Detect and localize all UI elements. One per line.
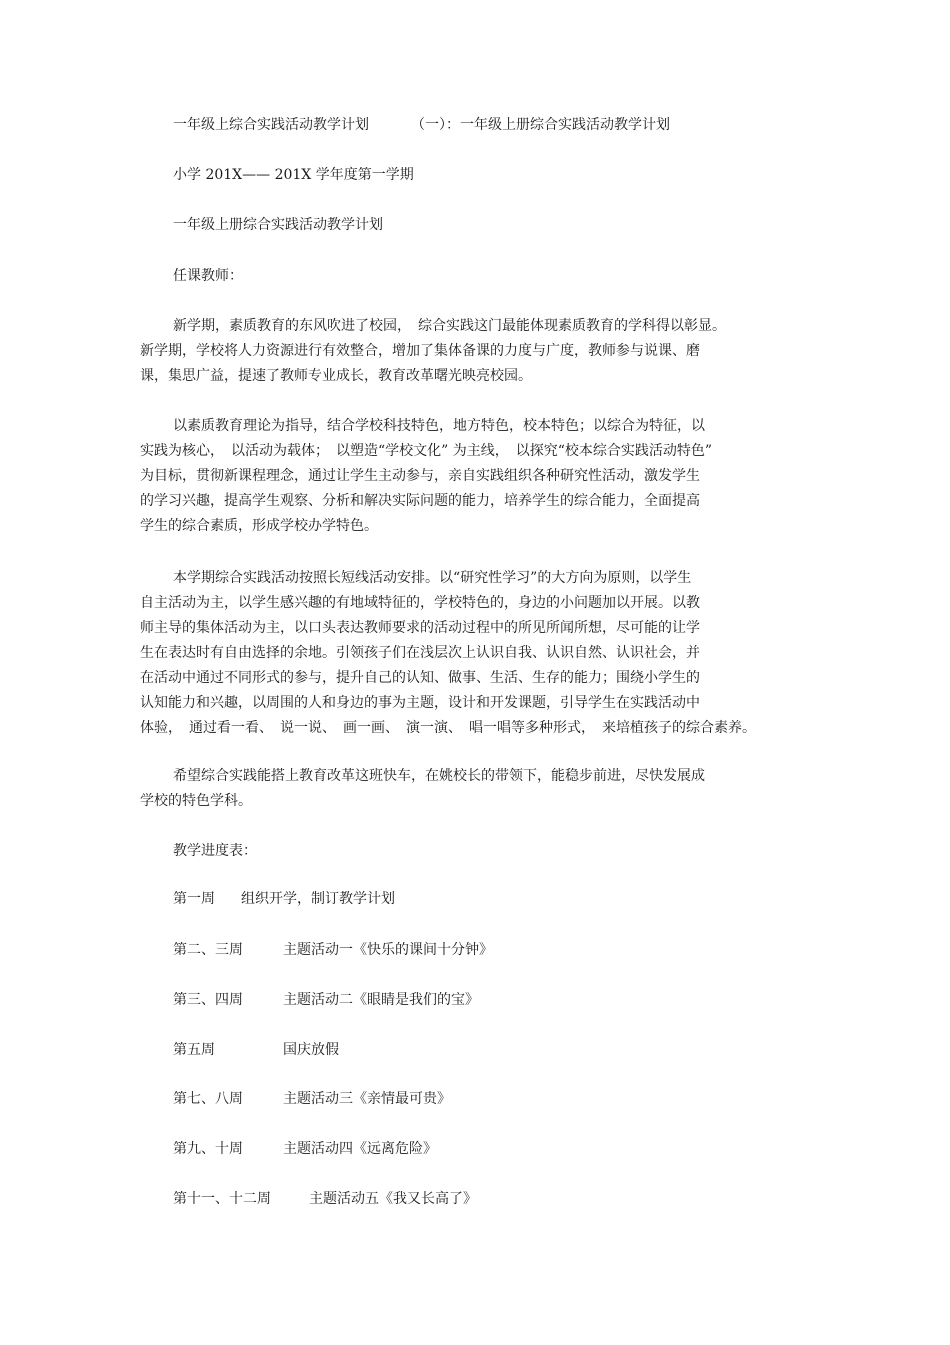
schedule-activity: 主题活动五《我又长高了》 xyxy=(309,1191,477,1207)
paragraph-line: 的学习兴趣，提高学生观察、分析和解决实际问题的能力，培养学生的综合能力，全面提高 xyxy=(140,493,700,509)
paragraph-line: 以素质教育理论为指导，结合学校科技特色，地方特色，校本特色；以综合为特征，以 xyxy=(173,418,705,434)
title-right: （一）：一年级上册综合实践活动教学计划 xyxy=(411,117,670,133)
schedule-activity: 主题活动二《眼睛是我们的宝》 xyxy=(283,992,479,1008)
schedule-week: 第十一、十二周 xyxy=(173,1191,271,1207)
schedule-row xyxy=(173,1040,339,1060)
schedule-week: 第三、四周 xyxy=(173,992,243,1008)
paragraph-line: 新学期，学校将人力资源进行有效整合，增加了集体备课的力度与广度，教师参与说课、磨 xyxy=(140,343,700,359)
paragraph-line: 课，集思广益，提速了教师专业成长，教育改革曙光映亮校园。 xyxy=(140,368,532,384)
paragraph-line: 认知能力和兴趣，以周围的人和身边的事为主题，设计和开发课题，引导学生在实践活动中 xyxy=(140,695,700,711)
schedule-row xyxy=(173,1089,451,1109)
schedule-row xyxy=(173,1139,437,1159)
paragraph-line: 希望综合实践能搭上教育改革这班快车，在姚校长的带领下，能稳步前进，尽快发展成 xyxy=(173,768,705,784)
paragraph-line: 体验， 通过看一看、 说一说、 画一画、 演一演、 唱一唱等多种形式， 来培植孩子的综合素养。 xyxy=(140,720,756,736)
paragraph-line: 学生的综合素质，形成学校办学特色。 xyxy=(140,518,378,534)
paragraph-line: 实践为核心， 以活动为载体； 以塑造“学校文化” 为主线， 以探究“校本综合实践活动特色” xyxy=(140,443,713,459)
paragraph-4 xyxy=(140,764,800,814)
paragraph-line: 在活动中通过不同形式的参与，提升自己的认知、做事、生活、生存的能力；围绕小学生的 xyxy=(140,670,700,686)
document-title xyxy=(173,115,670,135)
schedule-activity: 组织开学，制订教学计划 xyxy=(241,891,395,907)
schedule-week: 第七、八周 xyxy=(173,1091,243,1107)
schedule-heading: 教学进度表： xyxy=(173,843,257,859)
schedule-row xyxy=(173,990,479,1010)
schedule-week: 第二、三周 xyxy=(173,942,243,958)
schedule-row xyxy=(173,940,493,960)
schedule-activity: 主题活动三《亲情最可贵》 xyxy=(283,1091,451,1107)
paragraph-1 xyxy=(140,314,800,389)
paragraph-line: 本学期综合实践活动按照长短线活动安排。以“研究性学习”的大方向为原则，以学生 xyxy=(173,570,692,586)
paragraph-3 xyxy=(140,566,800,741)
schedule-week: 第九、十周 xyxy=(173,1141,243,1157)
schedule-activity: 主题活动四《远离危险》 xyxy=(283,1141,437,1157)
subtitle: 一年级上册综合实践活动教学计划 xyxy=(173,217,383,233)
schedule-row xyxy=(173,889,395,909)
schedule-activity: 主题活动一《快乐的课间十分钟》 xyxy=(283,942,493,958)
paragraph-line: 为目标，贯彻新课程理念，通过让学生主动参与，亲自实践组织各种研究性活动，激发学生 xyxy=(140,468,700,484)
paragraph-line: 学校的特色学科。 xyxy=(140,793,252,809)
paragraph-line: 新学期，素质教育的东风吹进了校园， 综合实践这门最能体现素质教育的学科得以彰显。 xyxy=(173,318,726,334)
schedule-week: 第五周 xyxy=(173,1042,215,1058)
teacher-label: 任课教师： xyxy=(173,268,243,284)
title-left: 一年级上综合实践活动教学计划 xyxy=(173,117,369,133)
schedule-row xyxy=(173,1189,477,1209)
paragraph-2 xyxy=(140,414,800,539)
schedule-week: 第一周 xyxy=(173,891,215,907)
paragraph-line: 师主导的集体活动为主，以口头表达教师要求的活动过程中的所见所闻所想，尽可能的让学 xyxy=(140,620,700,636)
paragraph-line: 自主活动为主，以学生感兴趣的有地域特征的，学校特色的，身边的小问题加以开展。以教 xyxy=(140,595,700,611)
paragraph-line: 生在表达时有自由选择的余地。引领孩子们在浅层次上认识自我、认识自然、认识社会，并 xyxy=(140,645,700,661)
schedule-activity: 国庆放假 xyxy=(283,1042,339,1058)
term-line: 小学 201X—— 201X 学年度第一学期 xyxy=(173,167,414,183)
